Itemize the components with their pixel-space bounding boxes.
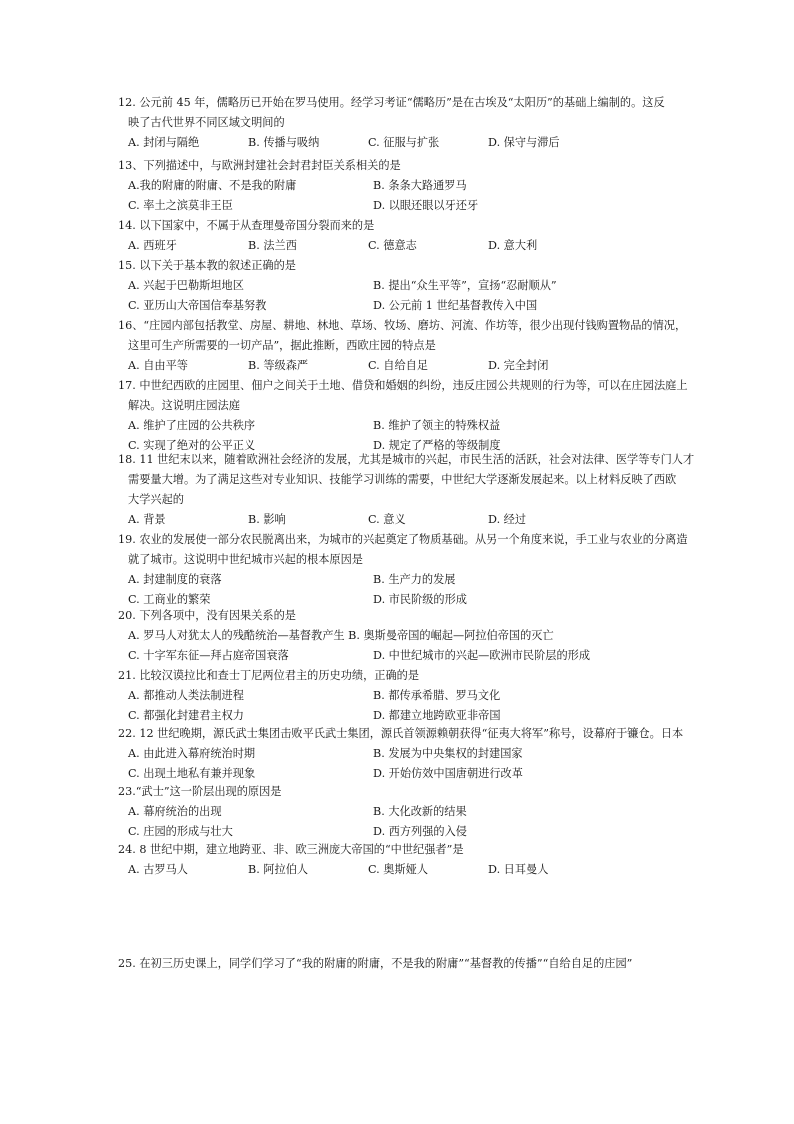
option-b: B. 都传承希腊、罗马文化 [373,689,501,702]
option-a: A. 封闭与隔绝 [128,136,200,149]
question-stem: 21. 比较汉谟拉比和查士丁尼两位君主的历史功绩，正确的是 [118,669,420,682]
option-ab: A. 罗马人对犹太人的残酷统治—基督教产生 B. 奥斯曼帝国的崛起—阿拉伯帝国的灭亡 [128,629,554,642]
option-a: A. 自由平等 [128,359,188,372]
option-a: A. 兴起于巴勒斯坦地区 [128,279,244,292]
question-stem: 22. 12 世纪晚期，源氏武士集团击败平氏武士集团，源氏首领源赖朝获得“征夷大将军”称号，设幕府于镰仓。日本 [118,727,684,740]
option-a: A. 古罗马人 [128,863,188,876]
question-stem: 解决。这说明庄园法庭 [128,399,240,412]
option-b: B. 维护了领主的特殊权益 [373,419,501,432]
question-15 [118,256,698,316]
option-b: B. 等级森严 [248,359,309,372]
option-c: C. 实现了绝对的公平正义 [128,439,256,452]
question-stem: 大学兴起的 [128,493,184,506]
option-d: D. 完全封闭 [488,359,549,372]
option-c: C. 十字军东征—拜占庭帝国衰落 [128,649,289,662]
question-stem: 19. 农业的发展使一部分农民脱离出来，为城市的兴起奠定了物质基础。从另一个角度来说，手工业与农业的分离造 [118,533,688,546]
question-24 [118,840,698,880]
question-stem: 23.“武士”这一阶层出现的原因是 [118,785,282,798]
option-d: D. 以眼还眼以牙还牙 [373,199,479,212]
option-b: B. 生产力的发展 [373,573,456,586]
question-16 [118,316,698,376]
option-d: D. 保守与滞后 [488,136,560,149]
option-c: C. 德意志 [368,239,417,252]
question-stem: 这里可生产所需要的一切产品”，据此推断，西欧庄园的特点是 [128,339,436,352]
option-d: D. 规定了严格的等级制度 [373,439,501,452]
question-stem: 20. 下列各项中，没有因果关系的是 [118,609,296,622]
question-stem: 需要量大增。为了满足这些对专业知识、技能学习训练的需要，中世纪大学逐渐发展起来。以上材料反映了西欧 [128,473,677,486]
question-stem: 13、下列描述中，与欧洲封建社会封君封臣关系相关的是 [118,159,401,172]
question-stem: 25. 在初三历史课上，同学们学习了“我的附庸的附庸，不是我的附庸”“基督教的传播”“自给自足的庄园” [118,957,633,970]
option-a: A. 背景 [128,513,166,526]
question-22 [118,724,698,784]
option-a: A.我的附庸的附庸、不是我的附庸 [128,179,297,192]
question-14 [118,216,698,256]
option-b: B. 提出“众生平等”，宣扬“忍耐顺从” [373,279,557,292]
question-stem: 12. 公元前 45 年，儒略历已开始在罗马使用。经学习考证“儒略历”是在古埃及“太阳历”的基础上编制的。这反 [118,96,665,109]
option-c: C. 奥斯娅人 [368,863,429,876]
option-b: B. 法兰西 [248,239,297,252]
option-c: C. 工商业的繁荣 [128,593,211,606]
option-b: B. 大化改新的结果 [373,805,467,818]
question-stem: 就了城市。这说明中世纪城市兴起的根本原因是 [128,553,363,566]
option-d: D. 开始仿效中国唐朝进行改革 [373,767,523,780]
question-stem: 15. 以下关于基本教的叙述正确的是 [118,259,296,272]
question-19 [118,530,698,610]
question-stem: 24. 8 世纪中期，建立地跨亚、非、欧三洲庞大帝国的“中世纪强者”是 [118,843,464,856]
option-c: C. 率土之滨莫非王臣 [128,199,233,212]
question-20 [118,606,698,666]
option-d: D. 意大利 [488,239,538,252]
option-c: C. 征服与扩张 [368,136,440,149]
question-stem: 16、“庄园内部包括教堂、房屋、耕地、林地、草场、牧场、磨坊、河流、作坊等，很少出现付钱购置物品的情况， [118,319,687,332]
question-stem: 18. 11 世纪末以来，随着欧洲社会经济的发展，尤其是城市的兴起，市民生活的活跃，社会对法律、医学等专门人才 [118,453,695,466]
option-b: B. 影响 [248,513,286,526]
option-d: D. 经过 [488,513,527,526]
option-d: D. 日耳曼人 [488,863,549,876]
option-c: C. 意义 [368,513,406,526]
question-stem: 映了古代世界不同区域文明间的 [128,116,285,129]
option-a: A. 幕府统治的出现 [128,805,222,818]
option-c: C. 出现土地私有兼并现象 [128,767,256,780]
question-25 [118,954,708,974]
option-c: C. 都强化封建君主权力 [128,709,244,722]
option-b: B. 阿拉伯人 [248,863,309,876]
option-a: A. 维护了庄园的公共秩序 [128,419,256,432]
option-b: B. 条条大路通罗马 [373,179,467,192]
option-a: A. 封建制度的衰落 [128,573,222,586]
question-18 [118,450,698,530]
option-c: C. 自给自足 [368,359,429,372]
question-17 [118,376,698,456]
option-d: D. 都建立地跨欧亚非帝国 [373,709,501,722]
option-a: A. 由此进入幕府统治时期 [128,747,256,760]
option-d: D. 公元前 1 世纪基督教传入中国 [373,299,538,312]
question-23 [118,782,698,842]
question-21 [118,666,698,726]
option-d: D. 西方列强的入侵 [373,825,467,838]
question-stem: 17. 中世纪西欧的庄园里、佃户之间关于土地、借贷和婚姻的纠纷，违反庄园公共规则的行为等，可以在庄园法庭上 [118,379,688,392]
option-c: C. 庄园的形成与壮大 [128,825,233,838]
question-12 [118,93,698,153]
option-b: B. 发展为中央集权的封建国家 [373,747,523,760]
question-13 [118,156,698,216]
option-d: D. 中世纪城市的兴起—欧洲市民阶层的形成 [373,649,591,662]
question-stem: 14. 以下国家中，不属于从查理曼帝国分裂而来的是 [118,219,375,232]
option-a: A. 都推动人类法制进程 [128,689,244,702]
option-a: A. 西班牙 [128,239,177,252]
option-d: D. 市民阶级的形成 [373,593,467,606]
option-c: C. 亚历山大帝国信奉基努教 [128,299,267,312]
option-b: B. 传播与吸纳 [248,136,320,149]
